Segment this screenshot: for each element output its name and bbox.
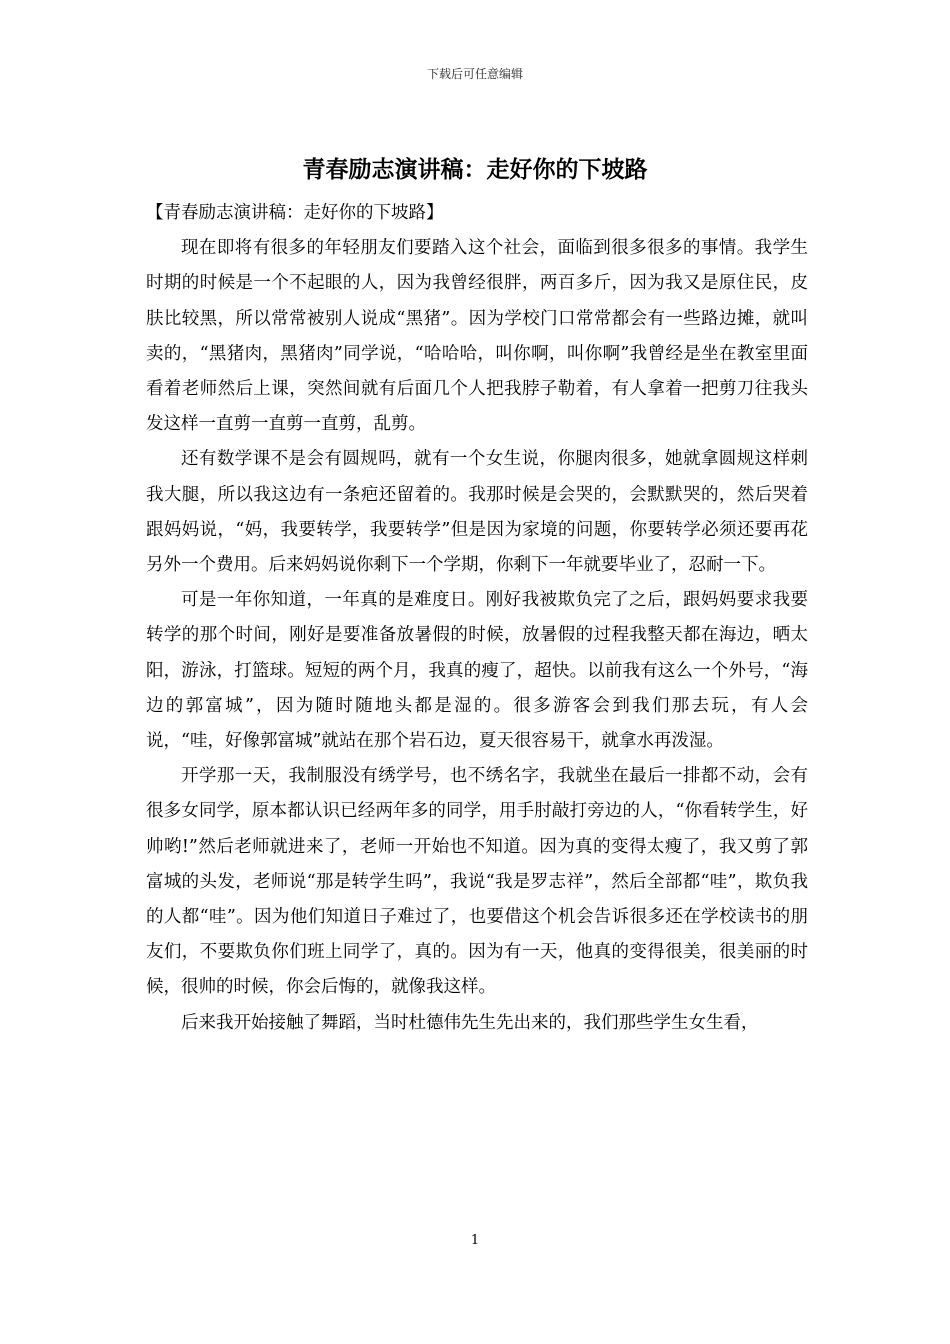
paragraph-2: 还有数学课不是会有圆规吗，就有一个女生说，你腿肉很多，她就拿圆规这样刺我大腿，所以我这边有一条疤还留着的。我那时候是会哭的，会默默哭的，然后哭着跟妈妈说，“妈，我要转学，我要转学”但是因为家境的问题，你要转学必须还要再花另外一个费用。后来妈妈说你剩下一个学期，你剩下一年就要毕业了，忍耐一下。 xyxy=(146,449,808,576)
paragraph-5: 后来我开始接触了舞蹈，当时杜德伟先生先出来的，我们那些学生女生看， xyxy=(181,1012,759,1033)
paragraph-1: 现在即将有很多的年轻朋友们要踏入这个社会，面临到很多很多的事情。我学生时期的时候是一个不起眼的人，因为我曾经很胖，两百多斤，因为我又是原住民，皮肤比较黑，所以常常被别人说成“黑猪”。因为学校门口常常都会有一些路边摊，就叫卖的，“黑猪肉，黑猪肉”同学说，“哈哈哈，叫你啊，叫你啊”我曾经是坐在教室里面看着老师然后上课，突然间就有后面几个人把我脖子勒着，有人拿着一把剪刀往我头发这样一直剪一直剪一直剪，乱剪。 xyxy=(146,238,808,435)
page-number: 1 xyxy=(470,1233,480,1248)
paragraph-4: 开学那一天，我制服没有绣学号，也不绣名字，我就坐在最后一排都不动，会有很多女同学，原本都认识已经两年多的同学，用手肘敲打旁边的人，“你看转学生，好帅哟!”然后老师就进来了，老师一开始也不知道。因为真的变得太瘦了，我又剪了郭富城的头发，老师说“那是转学生吗”，我说“我是罗志祥”，然后全部都“哇”，欺负我的人都“哇”。因为他们知道日子难过了，也要借这个机会告诉很多还在学校读书的朋友们，不要欺负你们班上同学了，真的。因为有一天，他真的变得很美，很美丽的时候，很帅的时候，你会后悔的，就像我这样。 xyxy=(146,766,808,998)
paragraph-3: 可是一年你知道，一年真的是难度日。刚好我被欺负完了之后，跟妈妈要求我要转学的那个时间，刚好是要准备放暑假的时候，放暑假的过程我整天都在海边，晒太阳，游泳，打篮球。短短的两个月，我真的瘦了，超快。以前我有这么一个外号，“海边的郭富城”，因为随时随地头都是湿的。很多游客会到我们那去玩，有人会说，“哇，好像郭富城”就站在那个岩石边，夏天很容易干，就拿水再泼湿。 xyxy=(146,590,808,752)
document-title: 青春励志演讲稿：走好你的下坡路 xyxy=(302,156,648,183)
header-note: 下载后可任意编辑 xyxy=(426,67,523,81)
document-body xyxy=(146,196,808,1041)
document-subtitle: 【青春励志演讲稿：走好你的下坡路】 xyxy=(146,203,444,223)
